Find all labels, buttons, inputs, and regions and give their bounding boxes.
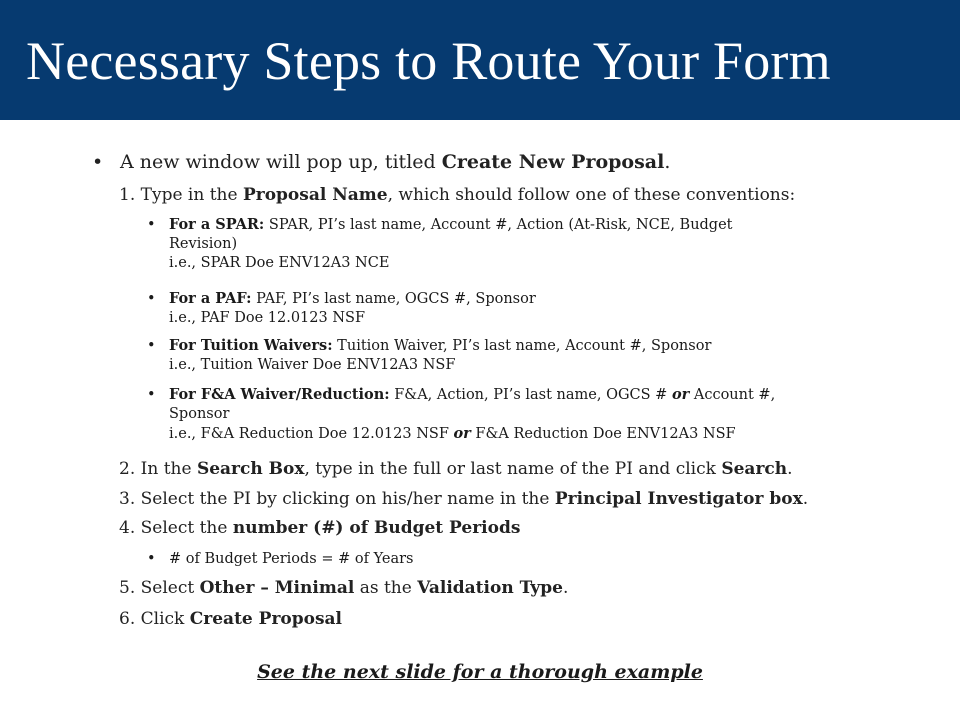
convention-text-cont: Sponsor [169,406,230,422]
step-bold: Principal Investigator box [554,489,803,509]
step-text-end: . [802,489,809,509]
step-bold: Search Box [196,459,305,479]
step-text-mid: , type in the full or last name of the PI and click [304,459,722,479]
next-slide-link[interactable]: See the next slide for a thorough example [257,661,703,683]
convention-label: For F&A Waiver/Reduction: [169,386,390,403]
or-emphasis: or [453,425,471,442]
step-bold: Create Proposal [189,609,343,629]
step-number: 5. [119,578,136,598]
step-text-end: , which should follow one of these conventions: [387,185,796,205]
step-text: Select the PI by clicking on his/her name in the [140,489,555,509]
title-bar [0,0,960,120]
intro-text-end: . [664,151,671,173]
step-text-end: . [787,459,793,479]
convention-example-2: F&A Reduction Doe ENV12A3 NSF [470,426,736,442]
step-bold-2: Search [721,459,788,479]
step-text-mid: as the [354,578,418,598]
step-3 [119,489,808,509]
bullet-glyph: • [147,217,156,233]
step-5 [119,578,568,598]
step-text: In the [140,459,197,479]
step-4-sub-bullet [147,550,414,569]
step-number: 1. [119,185,136,205]
convention-label: For Tuition Waivers: [169,337,333,354]
convention-text: F&A, Action, PI’s last name, OGCS # [389,387,672,403]
convention-example: i.e., SPAR Doe ENV12A3 NCE [169,255,390,271]
convention-tuition [147,336,711,375]
bullet-glyph: • [147,291,156,307]
convention-example: i.e., Tuition Waiver Doe ENV12A3 NSF [169,357,456,373]
step-number: 3. [119,489,136,509]
intro-bullet-line [92,151,670,173]
slide-title: Necessary Steps to Route Your Form [26,31,831,91]
step-4 [119,518,520,538]
step-bold-2: Validation Type [417,578,563,598]
convention-example: i.e., F&A Reduction Doe 12.0123 NSF [169,426,454,442]
step-6 [119,609,342,629]
step-number: 6. [119,609,136,629]
convention-spar [147,215,733,273]
convention-text-2: Account #, [689,387,776,403]
convention-label: For a PAF: [169,290,252,307]
step-number: 4. [119,518,136,538]
bullet-glyph: • [92,151,104,173]
convention-fa [147,385,775,444]
bullet-glyph: • [147,338,156,354]
bullet-glyph: • [147,387,156,403]
or-emphasis: or [671,386,690,403]
sub-bullet-text: # of Budget Periods = # of Years [169,551,414,567]
step-bold: number (#) of Budget Periods [232,518,521,538]
convention-text-cont: Revision) [169,236,238,252]
convention-label: For a SPAR: [169,216,265,233]
convention-text: PAF, PI’s last name, OGCS #, Sponsor [251,291,536,307]
step-bold: Other – Minimal [199,578,355,598]
step-bold: Proposal Name [242,185,388,205]
step-1 [119,185,795,205]
convention-text: SPAR, PI’s last name, Account #, Action (At-Risk, NCE, Budget [264,217,733,233]
step-number: 2. [119,459,136,479]
step-text: Type in the [140,185,243,205]
step-2 [119,459,793,479]
bullet-glyph: • [147,551,156,567]
intro-bold: Create New Proposal [441,151,665,173]
convention-text: Tuition Waiver, PI’s last name, Account #, Sponsor [332,338,712,354]
step-text: Select [140,578,200,598]
step-text: Click [140,609,190,629]
convention-paf [147,289,536,328]
step-text: Select the [140,518,233,538]
step-text-end: . [562,578,569,598]
convention-example: i.e., PAF Doe 12.0123 NSF [169,310,366,326]
intro-text: A new window will pop up, titled [120,151,442,173]
